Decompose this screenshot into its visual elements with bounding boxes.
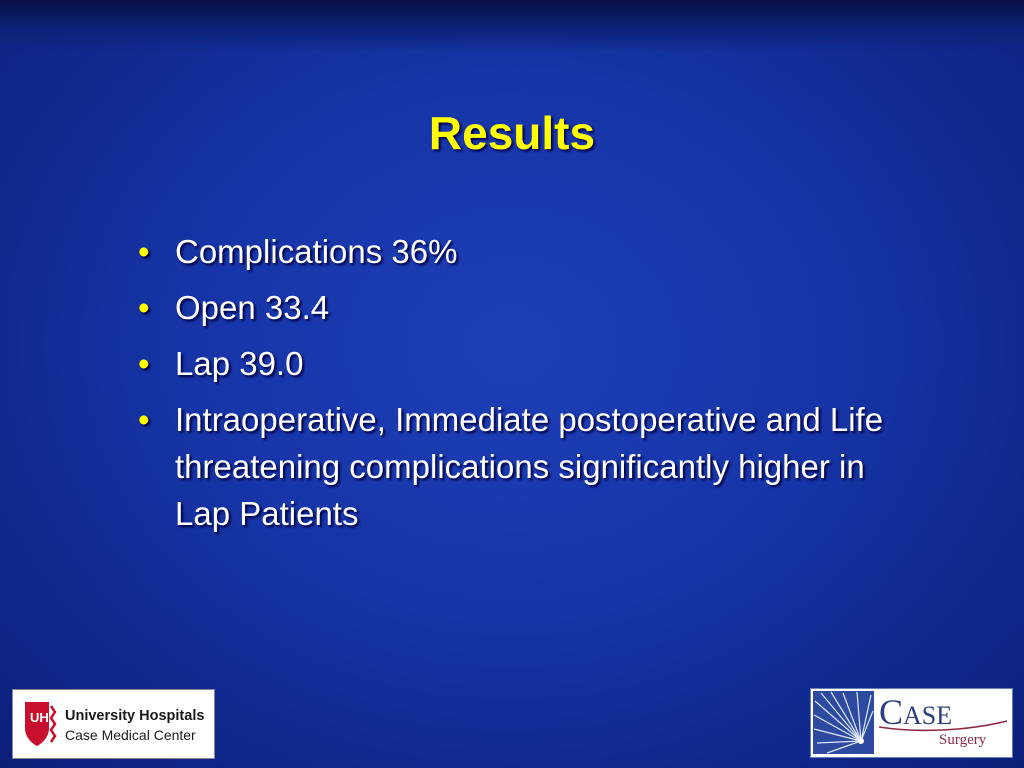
bullet-text: Intraoperative, Immediate postoperative and Life threatening complications significantly higher in Lap Patients (175, 401, 884, 532)
university-hospitals-logo (12, 689, 215, 759)
slide-title: Results (428, 107, 596, 159)
bullet-list (138, 228, 898, 546)
bullet-icon: • (138, 233, 150, 270)
bullet-text: Lap 39.0 (175, 345, 304, 382)
bullet-item (138, 340, 898, 387)
uh-name: University Hospitals (65, 708, 205, 724)
case-surgery-logo (810, 688, 1013, 758)
surgery-wordmark: Surgery (939, 732, 987, 748)
svg-text:UH: UH (30, 710, 49, 725)
uh-shield-icon (21, 698, 61, 750)
starburst-icon (813, 691, 874, 754)
bullet-item (138, 228, 898, 275)
bullet-text: Open 33.4 (175, 289, 330, 326)
swoosh-icon (877, 719, 1009, 733)
bullet-icon: • (138, 401, 150, 438)
bullet-text: Complications 36% (175, 233, 458, 270)
bullet-icon: • (138, 289, 150, 326)
top-band (0, 0, 1024, 52)
bullet-item (138, 396, 898, 537)
bullet-item (138, 284, 898, 331)
case-wordmark: CASE (879, 692, 953, 732)
bullet-icon: • (138, 345, 150, 382)
uh-subname: Case Medical Center (65, 727, 196, 743)
